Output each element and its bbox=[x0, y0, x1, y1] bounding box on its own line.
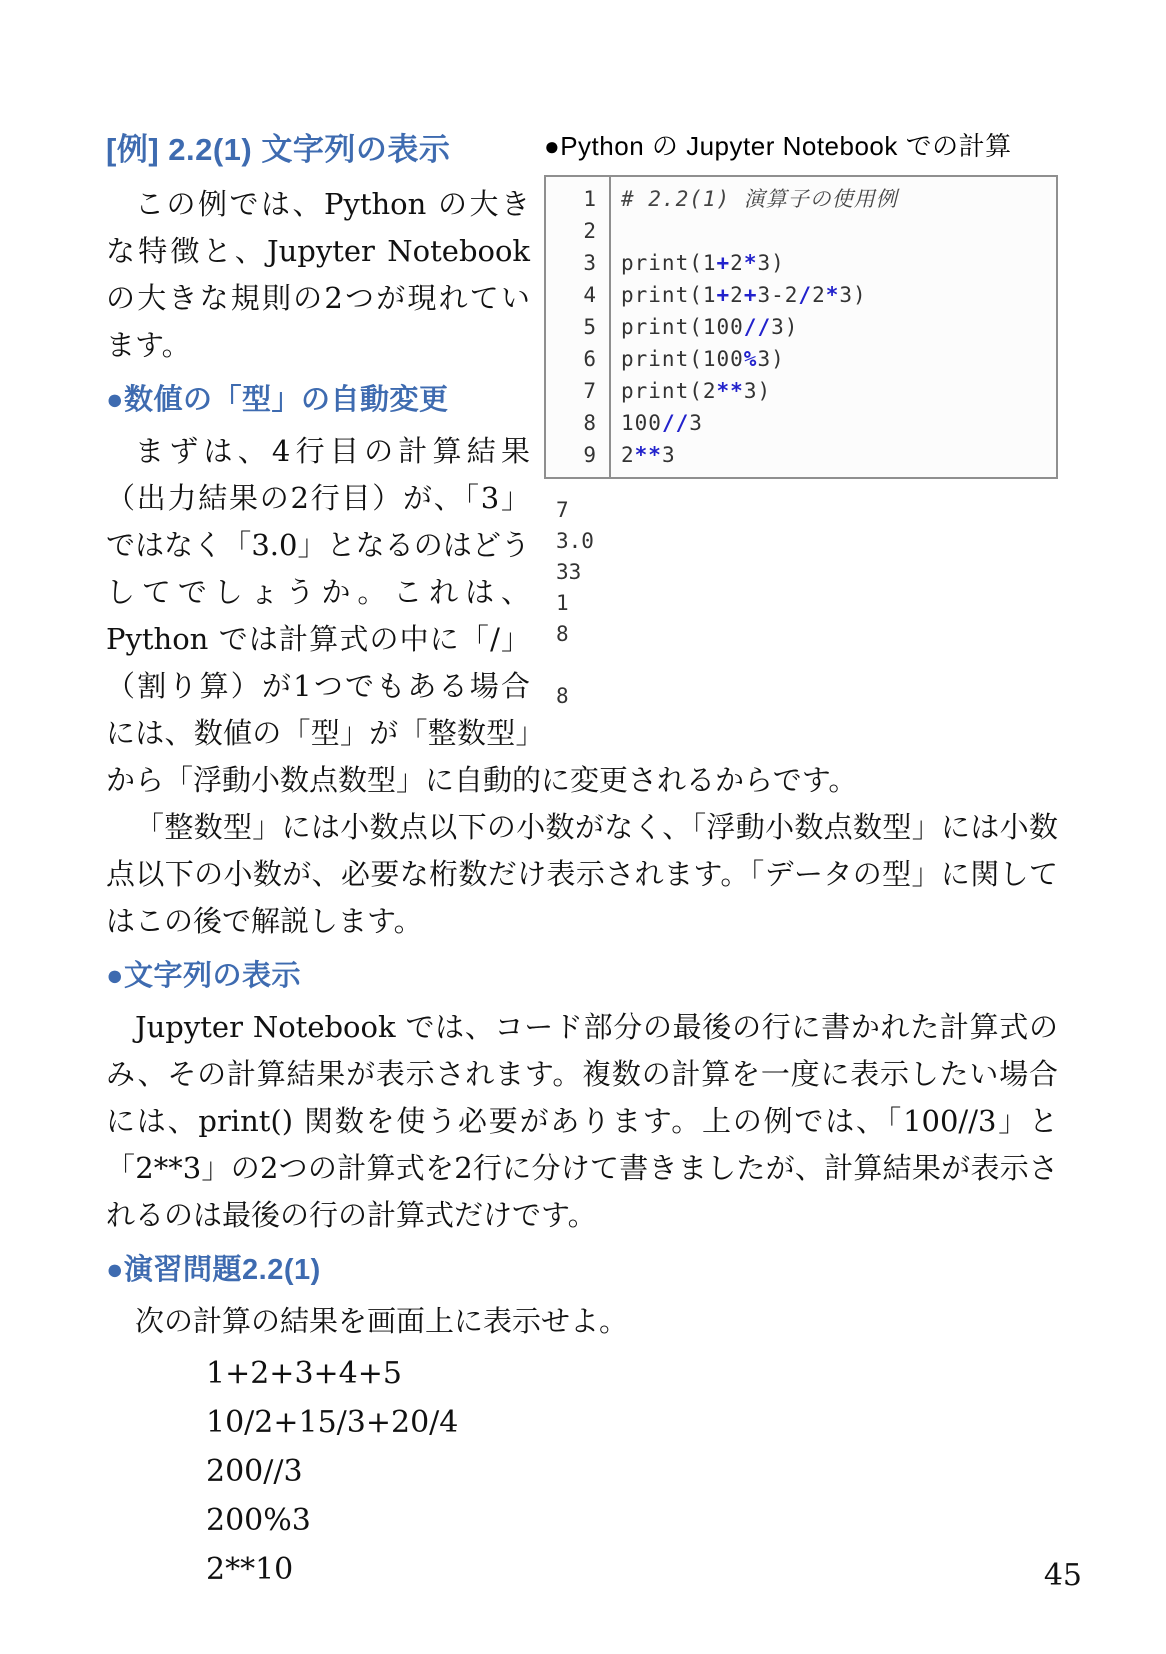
line-number: 8 bbox=[583, 411, 596, 435]
example-heading: [例] 2.2(1) 文字列の表示 bbox=[106, 132, 451, 167]
line-number: 3 bbox=[583, 251, 596, 275]
exercise-item: 200%3 bbox=[206, 1503, 311, 1538]
line-number: 9 bbox=[583, 443, 596, 467]
paragraph-types: 「整数型」には小数点以下の小数がなく、「浮動小数点数型」には小数点以下の小数が、必要な桁数だけ表示されます。「データの型」に関してはこの後で解説します。 bbox=[106, 810, 1058, 938]
code-line: print(1+2*3) bbox=[621, 251, 785, 275]
line-number: 5 bbox=[583, 315, 596, 339]
paragraph-intro: この例では、Python の大きな特徴と、Jupyter Notebook の大きな規則の2つが現れています。 bbox=[106, 187, 530, 362]
code-line-numbers bbox=[546, 177, 611, 477]
code-block bbox=[544, 175, 1058, 479]
exercise-list bbox=[206, 1349, 1058, 1594]
code-line: # 2.2(1) 演算子の使用例 bbox=[621, 187, 898, 211]
exercise-item: 1+2+3+4+5 bbox=[206, 1356, 402, 1391]
section-heading-auto-type: ●数値の「型」の自動変更 bbox=[106, 384, 449, 416]
line-number: 1 bbox=[583, 187, 596, 211]
page-content bbox=[106, 124, 1058, 1594]
code-line: 2**3 bbox=[621, 443, 676, 467]
code-line: print(100//3) bbox=[621, 315, 799, 339]
output-line: 33 bbox=[556, 560, 582, 584]
paragraph-auto-type: まずは、4行目の計算結果（出力結果の2行目）が、「3」ではなく「3.0」となるのはどうしてでしょうか。これは、Python では計算式の中に「/」（割り算）が1つでもある場合には、数値の「型」が「整数型」から「浮動小数点数型」に自動的に変更されるからです。 bbox=[106, 434, 858, 797]
code-line bbox=[621, 215, 1052, 247]
output-line: 8 bbox=[556, 622, 569, 646]
exercise-item: 10/2+15/3+20/4 bbox=[206, 1405, 459, 1440]
output-line: 1 bbox=[556, 591, 569, 615]
figure-title: ●Python の Jupyter Notebook での計算 bbox=[544, 131, 1012, 161]
code-line: print(1+2+3-2/2*3) bbox=[621, 283, 867, 307]
code-line: print(2**3) bbox=[621, 379, 772, 403]
exercise-item: 2**10 bbox=[206, 1552, 294, 1587]
exercise-instruction: 次の計算の結果を画面上に表示せよ。 bbox=[135, 1304, 629, 1338]
section-heading-string-display: ●文字列の表示 bbox=[106, 960, 302, 992]
output-block bbox=[544, 495, 1058, 712]
line-number: 2 bbox=[583, 219, 596, 243]
line-number: 6 bbox=[583, 347, 596, 371]
output-line bbox=[556, 650, 1058, 681]
line-number: 4 bbox=[583, 283, 596, 307]
output-line: 7 bbox=[556, 498, 569, 522]
line-number: 7 bbox=[583, 379, 596, 403]
code-line: 100//3 bbox=[621, 411, 703, 435]
code-lines bbox=[611, 177, 1056, 477]
exercise-item: 200//3 bbox=[206, 1454, 303, 1489]
page-number: 45 bbox=[1043, 1558, 1082, 1593]
notebook-figure bbox=[544, 124, 1058, 712]
output-line: 8 bbox=[556, 684, 569, 708]
section-heading-exercise: ●演習問題2.2(1) bbox=[106, 1254, 321, 1286]
output-line: 3.0 bbox=[556, 529, 594, 553]
code-line: print(100%3) bbox=[621, 347, 785, 371]
paragraph-string-display: Jupyter Notebook では、コード部分の最後の行に書かれた計算式のみ、その計算結果が表示されます。複数の計算を一度に表示したい場合には、print() 関数を使う必要があります。上の例では、「100//3」と「2**3」の2つの計算式を2行に分けて書きましたが、計算結果が表示されるのは最後の行の計算式だけです。 bbox=[106, 1010, 1058, 1232]
